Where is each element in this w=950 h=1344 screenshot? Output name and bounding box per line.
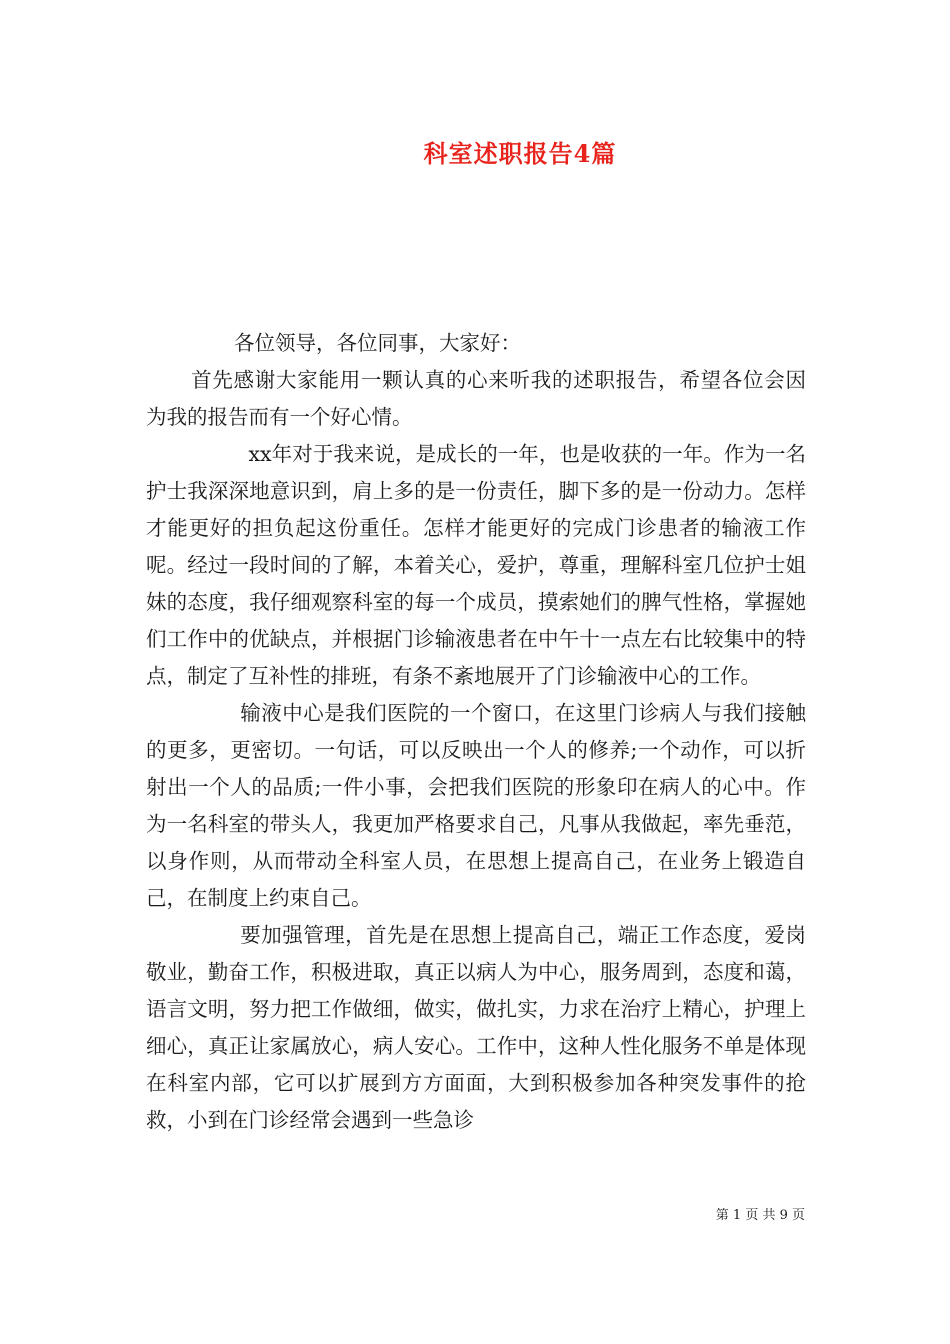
- document-body: [146, 325, 806, 1139]
- page-number-footer: 第 1 页 共 9 页: [715, 1208, 805, 1223]
- greeting-line: 各位领导，各位同事，大家好：: [234, 331, 521, 355]
- paragraph-year-review: xx年对于我来说，是成长的一年，也是收获的一年。作为一名护士我深深地意识到，肩上多的是一份责任，脚下多的是一份动力。怎样才能更好的担负起这份重任。怎样才能更好的完成门诊患者的输液工作呢。经过一段时间的了解，本着关心，爱护，尊重，理解科室几位护士姐妹的态度，我仔细观察科室的每一个成员，摸索她们的脾气性格，掌握她们工作中的优缺点，并根据门诊输液患者在中午十一点左右比较集中的特点，制定了互补性的排班，有条不紊地展开了门诊输液中心的工作。: [146, 442, 806, 688]
- document-title: 科室述职报告4篇: [423, 139, 617, 168]
- paragraph-management: 要加强管理，首先是在思想上提高自己，端正工作态度，爱岗敬业，勤奋工作，积极进取，真正以病人为中心，服务周到，态度和蔼，语言文明，努力把工作做细，做实，做扎实，力求在治疗上精心，护理上细心，真正让家属放心，病人安心。工作中，这种人性化服务不单是体现在科室内部，它可以扩展到方方面面，大到积极参加各种突发事件的抢救，小到在门诊经常会遇到一些急诊: [146, 923, 806, 1132]
- paragraph-intro: 首先感谢大家能用一颗认真的心来听我的述职报告，希望各位会因为我的报告而有一个好心情。: [146, 368, 806, 429]
- paragraph-infusion-center: 输液中心是我们医院的一个窗口，在这里门诊病人与我们接触的更多，更密切。一句话，可以反映出一个人的修养;一个动作，可以折射出一个人的品质;一件小事，会把我们医院的形象印在病人的心中。作为一名科室的带头人，我更加严格要求自己，凡事从我做起，率先垂范，以身作则，从而带动全科室人员，在思想上提高自己，在业务上锻造自己，在制度上约束自己。: [146, 701, 806, 910]
